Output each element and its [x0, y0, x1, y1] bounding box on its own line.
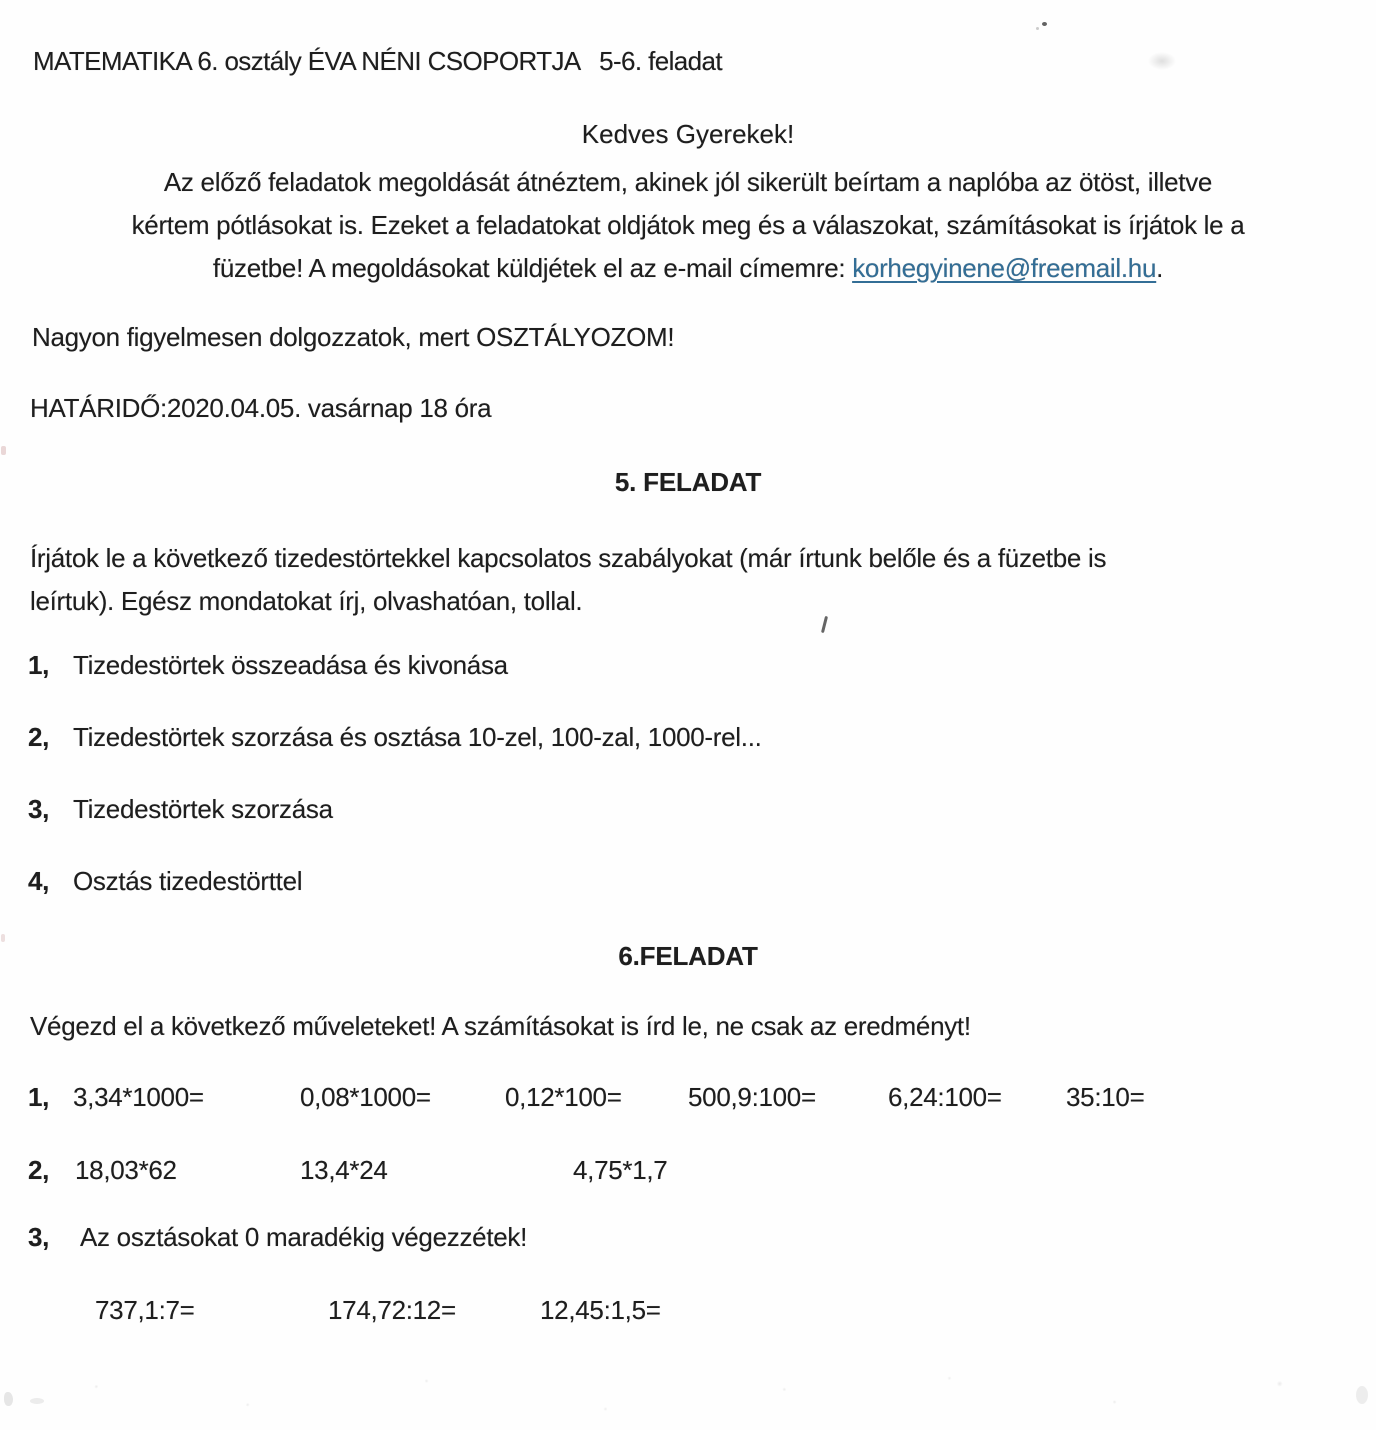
- page-title: MATEMATIKA 6. osztály ÉVA NÉNI CSOPORTJA 5-6. feladat: [33, 46, 722, 76]
- task5-item-3-number: 3,: [28, 794, 50, 824]
- task6-row-3: [0, 1222, 1376, 1258]
- expression: 18,03*62: [75, 1155, 177, 1185]
- task6-heading: 6.FELADAT: [618, 941, 758, 971]
- expression: 0,12*100=: [505, 1082, 622, 1112]
- intro-line-3-suffix: .: [1156, 253, 1164, 283]
- task6-row-3-expressions: [0, 1295, 1376, 1331]
- task5-instruction-line-2: leírtuk). Egész mondatokat írj, olvashatóan, tollal.: [30, 586, 583, 616]
- intro-line-3: [0, 247, 1376, 290]
- task6-row-3-number: 3,: [28, 1222, 50, 1252]
- expression: 13,4*24: [300, 1155, 388, 1185]
- intro-line-1: Az előző feladatok megoldását átnéztem, akinek jól sikerült beírtam a naplóba az ötöst, illetve: [163, 167, 1213, 197]
- intro-paragraph: [0, 161, 1376, 290]
- task5-instruction: [30, 537, 1106, 623]
- scan-edge-speck: [1, 446, 6, 455]
- scan-corner-mark: [1356, 1386, 1368, 1404]
- task6-row-2-number: 2,: [28, 1155, 50, 1185]
- intro-line-2: kértem pótlásokat is. Ezeket a feladatokat oldjátok meg és a válaszokat, számításokat is írjátok le a: [131, 210, 1245, 240]
- task5-heading: 5. FELADAT: [614, 467, 762, 497]
- expression: 35:10=: [1066, 1082, 1145, 1112]
- task5-item-4: [0, 866, 1376, 902]
- scan-smudge-artifact: [1148, 52, 1176, 70]
- task5-item-2: [0, 722, 1376, 758]
- warning-text: Nagyon figyelmesen dolgozzatok, mert OSZTÁLYOZOM!: [32, 322, 675, 352]
- task5-instruction-line-1: Írjátok le a következő tizedestörtekkel kapcsolatos szabályokat (már írtunk belőle és a füzetbe is: [30, 543, 1107, 573]
- greeting-text: Kedves Gyerekek!: [581, 119, 795, 149]
- task6-row-1-number: 1,: [28, 1082, 50, 1112]
- expression: 12,45:1,5=: [540, 1295, 661, 1325]
- task5-item-1: [0, 650, 1376, 686]
- scan-speck-artifact: [1042, 22, 1047, 26]
- task6-row-2: [0, 1155, 1376, 1191]
- intro-line-3-prefix: füzetbe! A megoldásokat küldjétek el az e-mail címemre:: [212, 253, 853, 283]
- task5-item-2-text: Tizedestörtek szorzása és osztása 10-zel, 100-zal, 1000-rel...: [73, 722, 762, 752]
- scan-speck-artifact: [1036, 27, 1039, 30]
- task6-row-3-label: Az osztásokat 0 maradékig végezzétek!: [80, 1222, 528, 1252]
- scan-corner-mark: [4, 1392, 13, 1406]
- scan-noise-band: [0, 1360, 1376, 1430]
- expression: 4,75*1,7: [573, 1155, 668, 1185]
- expression: 500,9:100=: [688, 1082, 816, 1112]
- task5-item-1-number: 1,: [28, 650, 50, 680]
- task5-item-3-text: Tizedestörtek szorzása: [73, 794, 333, 824]
- task5-item-4-number: 4,: [28, 866, 50, 896]
- task6-instruction: Végezd el a következő műveleteket! A számításokat is írd le, ne csak az eredményt!: [30, 1011, 971, 1041]
- expression: 6,24:100=: [888, 1082, 1002, 1112]
- deadline-text: HATÁRIDŐ:2020.04.05. vasárnap 18 óra: [30, 393, 492, 423]
- expression: 3,34*1000=: [73, 1082, 204, 1112]
- scan-corner-mark: [30, 1398, 44, 1404]
- task5-item-2-number: 2,: [28, 722, 50, 752]
- task5-item-3: [0, 794, 1376, 830]
- email-link[interactable]: korhegyinene@freemail.hu: [852, 253, 1157, 283]
- task5-item-4-text: Osztás tizedestörttel: [73, 866, 303, 896]
- task6-row-1: [0, 1082, 1376, 1118]
- expression: 174,72:12=: [328, 1295, 456, 1325]
- expression: 0,08*1000=: [300, 1082, 431, 1112]
- expression: 737,1:7=: [95, 1295, 195, 1325]
- task5-item-1-text: Tizedestörtek összeadása és kivonása: [73, 650, 508, 680]
